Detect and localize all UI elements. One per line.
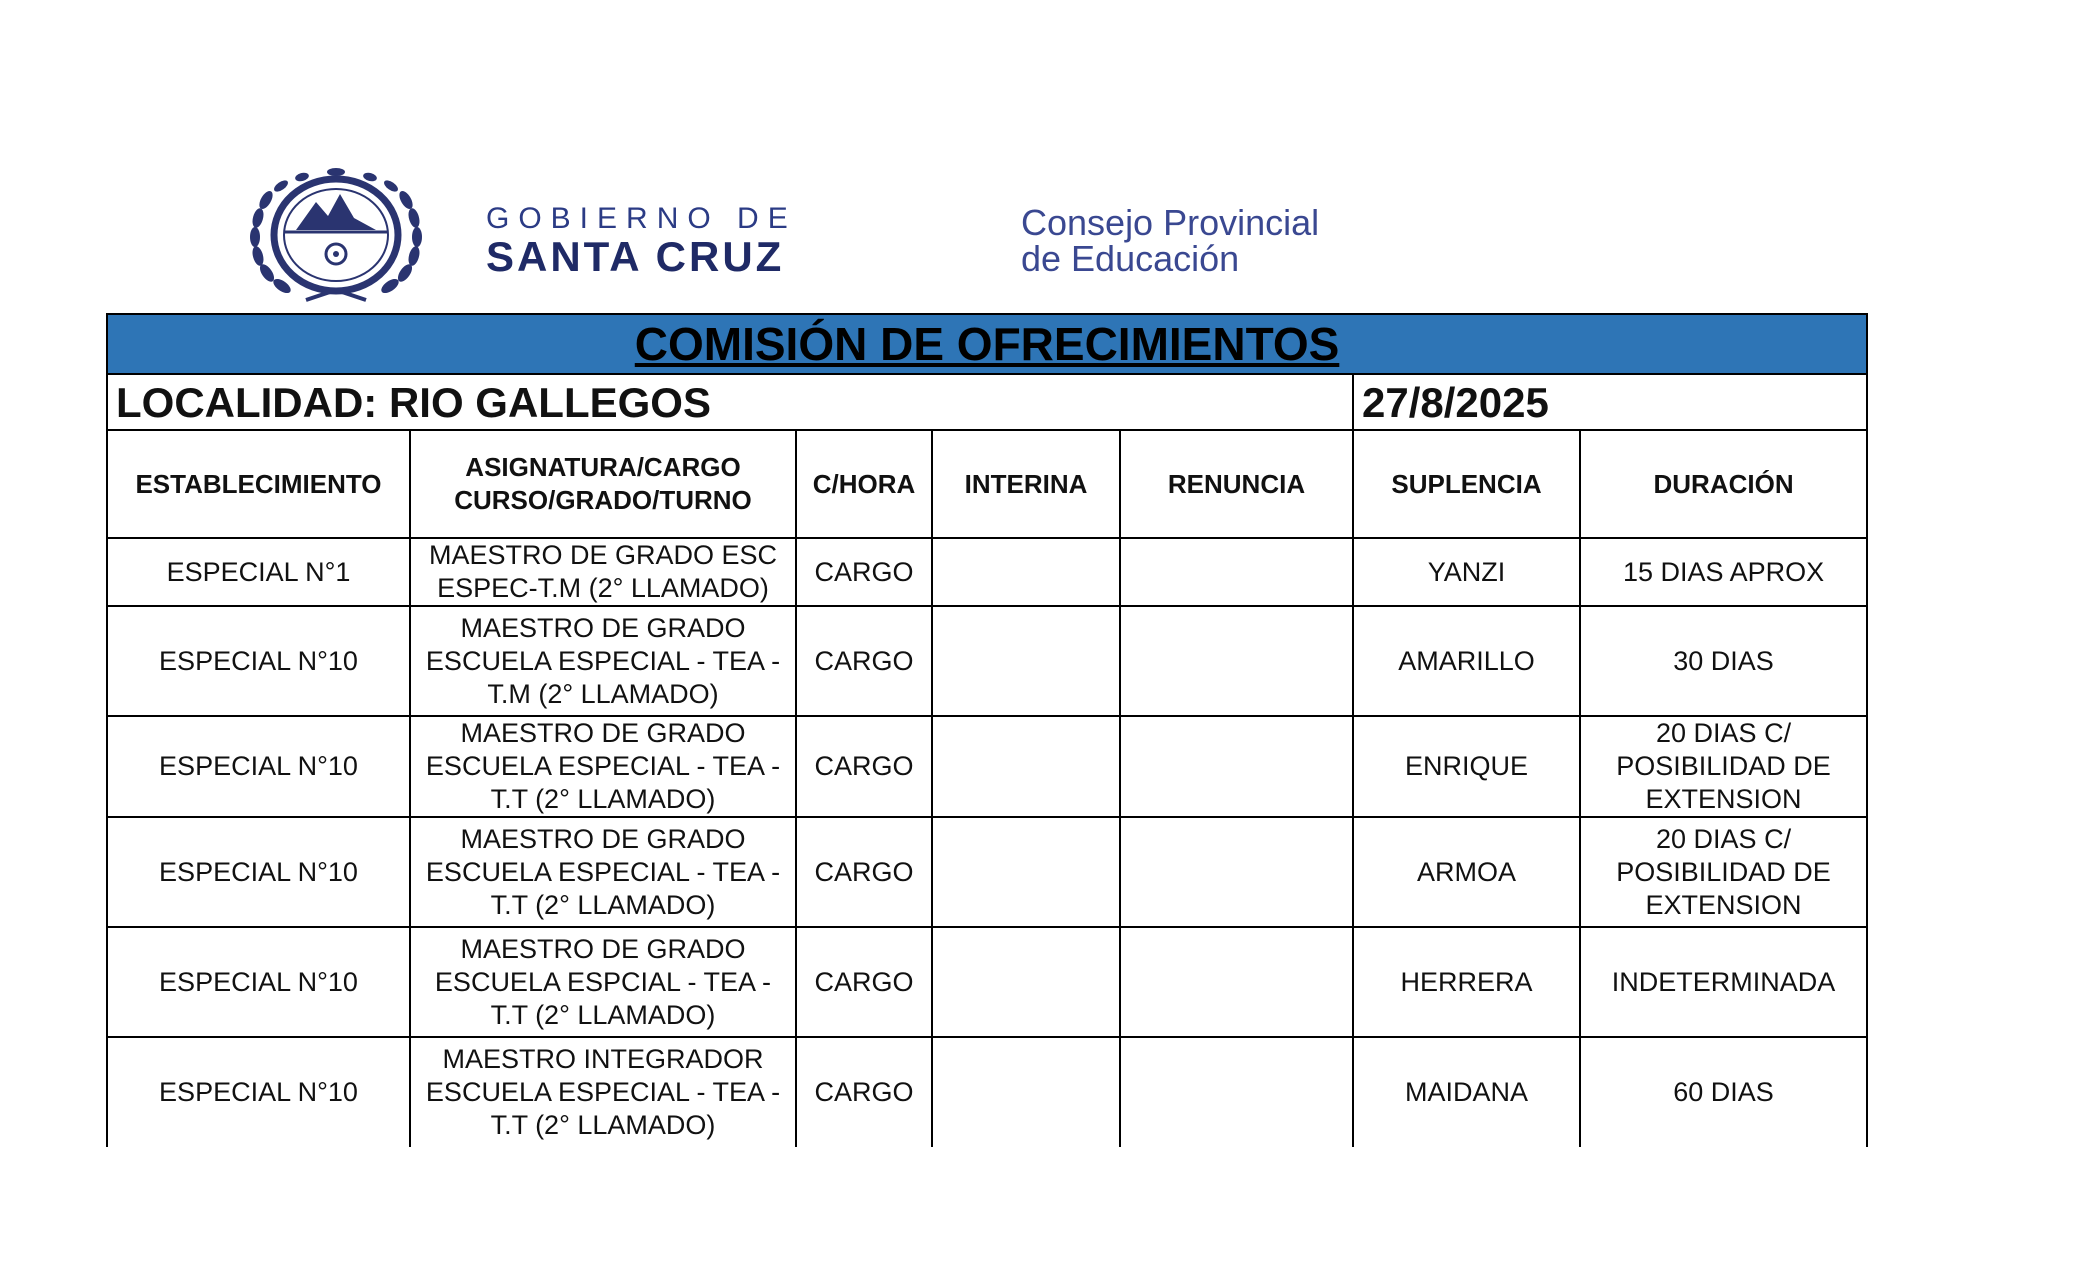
- cell-asignatura: MAESTRO DE GRADO ESCUELA ESPECIAL - TEA - T.T (2° LLAMADO): [410, 716, 796, 817]
- cell-chora: CARGO: [796, 927, 932, 1037]
- document-header: [236, 160, 1496, 310]
- date-cell: 27/8/2025: [1353, 374, 1867, 430]
- cell-duracion: 30 DIAS: [1580, 606, 1867, 716]
- col-asignatura-line1: ASIGNATURA/CARGO: [465, 452, 741, 482]
- cell-renuncia: [1120, 927, 1353, 1037]
- cell-establecimiento: ESPECIAL N°10: [107, 606, 410, 716]
- cell-suplencia: MAIDANA: [1353, 1037, 1580, 1147]
- cell-chora: CARGO: [796, 1037, 932, 1147]
- offerings-table-container: [106, 313, 1866, 1147]
- cell-renuncia: [1120, 538, 1353, 606]
- council-line2: de Educación: [1021, 238, 1240, 279]
- cell-chora: CARGO: [796, 817, 932, 927]
- cell-interina: [932, 606, 1120, 716]
- table-row: [107, 538, 1867, 606]
- cell-duracion: INDETERMINADA: [1580, 927, 1867, 1037]
- col-suplencia: SUPLENCIA: [1353, 430, 1580, 538]
- cell-suplencia: ARMOA: [1353, 817, 1580, 927]
- cell-suplencia: HERRERA: [1353, 927, 1580, 1037]
- col-asignatura-line2: CURSO/GRADO/TURNO: [454, 485, 752, 515]
- col-interina: INTERINA: [932, 430, 1120, 538]
- cell-establecimiento: ESPECIAL N°10: [107, 817, 410, 927]
- col-asignatura: [410, 430, 796, 538]
- cell-interina: [932, 538, 1120, 606]
- cell-establecimiento: ESPECIAL N°10: [107, 1037, 410, 1147]
- cell-interina: [932, 817, 1120, 927]
- cell-asignatura: MAESTRO DE GRADO ESCUELA ESPECIAL - TEA - T.M (2° LLAMADO): [410, 606, 796, 716]
- locality-row: [107, 374, 1867, 430]
- cell-renuncia: [1120, 606, 1353, 716]
- council-line1: Consejo Provincial: [1021, 202, 1320, 243]
- gov-line2: SANTA CRUZ: [486, 233, 785, 280]
- cell-asignatura: MAESTRO INTEGRADOR ESCUELA ESPECIAL - TEA - T.T (2° LLAMADO): [410, 1037, 796, 1147]
- government-logo-text: [486, 202, 797, 278]
- cell-chora: CARGO: [796, 538, 932, 606]
- offerings-table: [106, 313, 1868, 1147]
- table-row: [107, 817, 1867, 927]
- cell-establecimiento: ESPECIAL N°10: [107, 927, 410, 1037]
- table-row: [107, 927, 1867, 1037]
- table-row: [107, 1037, 1867, 1147]
- cell-duracion: 20 DIAS C/ POSIBILIDAD DE EXTENSION: [1580, 716, 1867, 817]
- col-renuncia: RENUNCIA: [1120, 430, 1353, 538]
- cell-interina: [932, 716, 1120, 817]
- cell-renuncia: [1120, 817, 1353, 927]
- cell-suplencia: ENRIQUE: [1353, 716, 1580, 817]
- cell-establecimiento: ESPECIAL N°1: [107, 538, 410, 606]
- sheet-title: COMISIÓN DE OFRECIMIENTOS: [634, 318, 1340, 370]
- title-row: [107, 314, 1867, 374]
- cell-duracion: 60 DIAS: [1580, 1037, 1867, 1147]
- cell-interina: [932, 1037, 1120, 1147]
- cell-asignatura: MAESTRO DE GRADO ESCUELA ESPCIAL - TEA - T.T (2° LLAMADO): [410, 927, 796, 1037]
- cell-asignatura: MAESTRO DE GRADO ESC ESPEC-T.M (2° LLAMADO): [410, 538, 796, 606]
- col-duracion: DURACIÓN: [1580, 430, 1867, 538]
- cell-duracion: 15 DIAS APROX: [1580, 538, 1867, 606]
- cell-renuncia: [1120, 1037, 1353, 1147]
- cell-renuncia: [1120, 716, 1353, 817]
- col-establecimiento: ESTABLECIMIENTO: [107, 430, 410, 538]
- gov-line1: GOBIERNO DE: [486, 202, 797, 235]
- cell-asignatura: MAESTRO DE GRADO ESCUELA ESPECIAL - TEA - T.T (2° LLAMADO): [410, 817, 796, 927]
- column-header-row: [107, 430, 1867, 538]
- santa-cruz-seal-icon: [236, 160, 436, 310]
- cell-suplencia: YANZI: [1353, 538, 1580, 606]
- council-logo-text: [1021, 202, 1320, 279]
- cell-chora: CARGO: [796, 606, 932, 716]
- cell-suplencia: AMARILLO: [1353, 606, 1580, 716]
- cell-interina: [932, 927, 1120, 1037]
- cell-establecimiento: ESPECIAL N°10: [107, 716, 410, 817]
- table-row: [107, 716, 1867, 817]
- col-chora: C/HORA: [796, 430, 932, 538]
- cell-duracion: 20 DIAS C/ POSIBILIDAD DE EXTENSION: [1580, 817, 1867, 927]
- table-row: [107, 606, 1867, 716]
- locality-cell: LOCALIDAD: RIO GALLEGOS: [107, 374, 1353, 430]
- cell-chora: CARGO: [796, 716, 932, 817]
